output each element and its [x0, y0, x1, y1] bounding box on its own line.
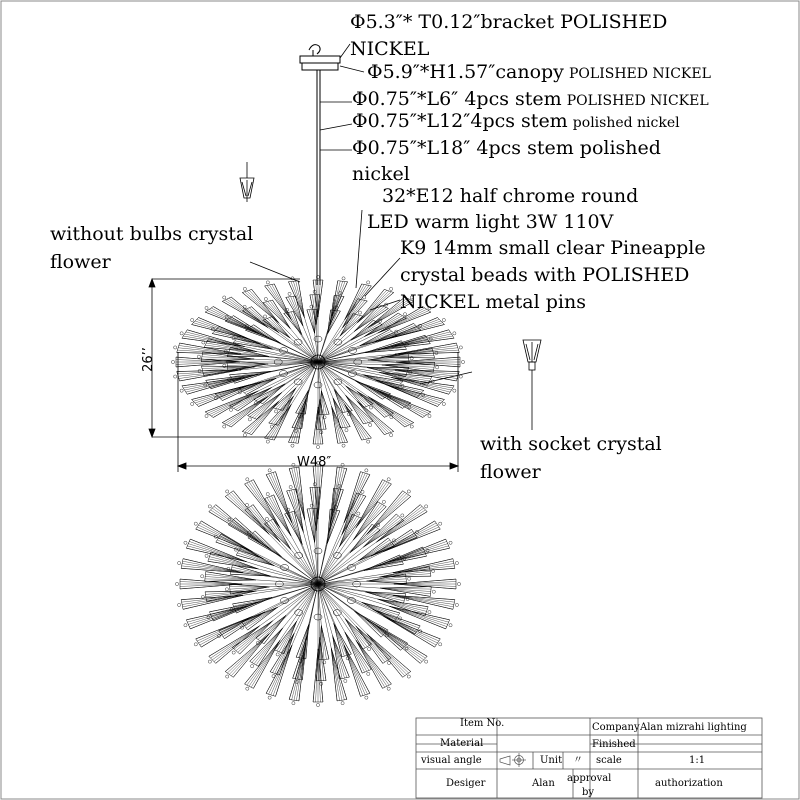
mount-bracket	[309, 45, 320, 56]
title-unit-label: Unit	[540, 755, 563, 766]
height-dimension: 26’’	[140, 347, 156, 372]
stem-18-note: Φ0.75″*L18″ 4pcs stem polished	[352, 137, 661, 159]
chandelier-top-view	[175, 461, 460, 706]
width-dimension: W48″	[297, 455, 332, 470]
title-material-label: Material	[440, 738, 484, 749]
title-scale-value: 1:1	[689, 755, 706, 766]
stem-6-note	[352, 90, 709, 109]
visual-angle-symbol	[500, 753, 526, 767]
canopy	[300, 56, 340, 70]
title-approval-label: approval by	[567, 773, 612, 798]
title-scale-label: scale	[596, 755, 622, 766]
stem-6-note-finish: POLISHED NICKEL	[566, 93, 709, 109]
title-item-no-label: Item No.	[460, 718, 505, 729]
flower-detail-without-bulb	[240, 162, 254, 202]
title-company-value: Alan mizrahi lighting	[640, 722, 747, 733]
canopy-note-main: Φ5.9″*H1.57″canopy	[367, 61, 564, 83]
title-authorization-label: authorization	[655, 778, 723, 789]
title-visual-angle-label: visual angle	[421, 755, 482, 766]
bulb-note-line2: LED warm light 3W 110V	[367, 211, 614, 233]
bracket-note: Φ5.3″* T0.12″bracket POLISHED	[350, 11, 668, 33]
with-socket-note: with socket crystal	[480, 433, 662, 455]
canopy-note	[367, 63, 711, 82]
without-bulbs-note-line2: flower	[50, 251, 111, 273]
stem-6-note-main: Φ0.75″*L6″ 4pcs stem	[352, 88, 562, 110]
crystal-note-line3: NICKEL metal pins	[400, 291, 586, 313]
with-socket-note-line2: flower	[480, 461, 541, 483]
canopy-note-finish: POLISHED NICKEL	[569, 66, 711, 82]
stem	[317, 70, 320, 285]
bracket-note-line2: NICKEL	[350, 38, 430, 60]
bulb-note: 32*E12 half chrome round	[382, 185, 639, 207]
stem-18-note-line2: nickel	[352, 163, 410, 185]
title-designer-value: Alan	[532, 778, 555, 789]
flower-detail-with-socket	[523, 340, 541, 430]
crystal-note-line2: crystal beads with POLISHED	[400, 264, 690, 286]
title-designer-label: Desiger	[446, 778, 486, 789]
crystal-note: K9 14mm small clear Pineapple	[400, 237, 706, 259]
title-company-label: Company	[592, 722, 640, 733]
without-bulbs-note: without bulbs crystal	[50, 223, 254, 245]
stem-12-note	[352, 112, 680, 131]
stem-12-note-main: Φ0.75″*L12″4pcs stem	[352, 110, 568, 132]
stem-12-note-finish: polished nickel	[572, 115, 680, 131]
title-finished-label: Finished	[592, 739, 636, 750]
title-unit-value: 〃	[573, 755, 583, 766]
